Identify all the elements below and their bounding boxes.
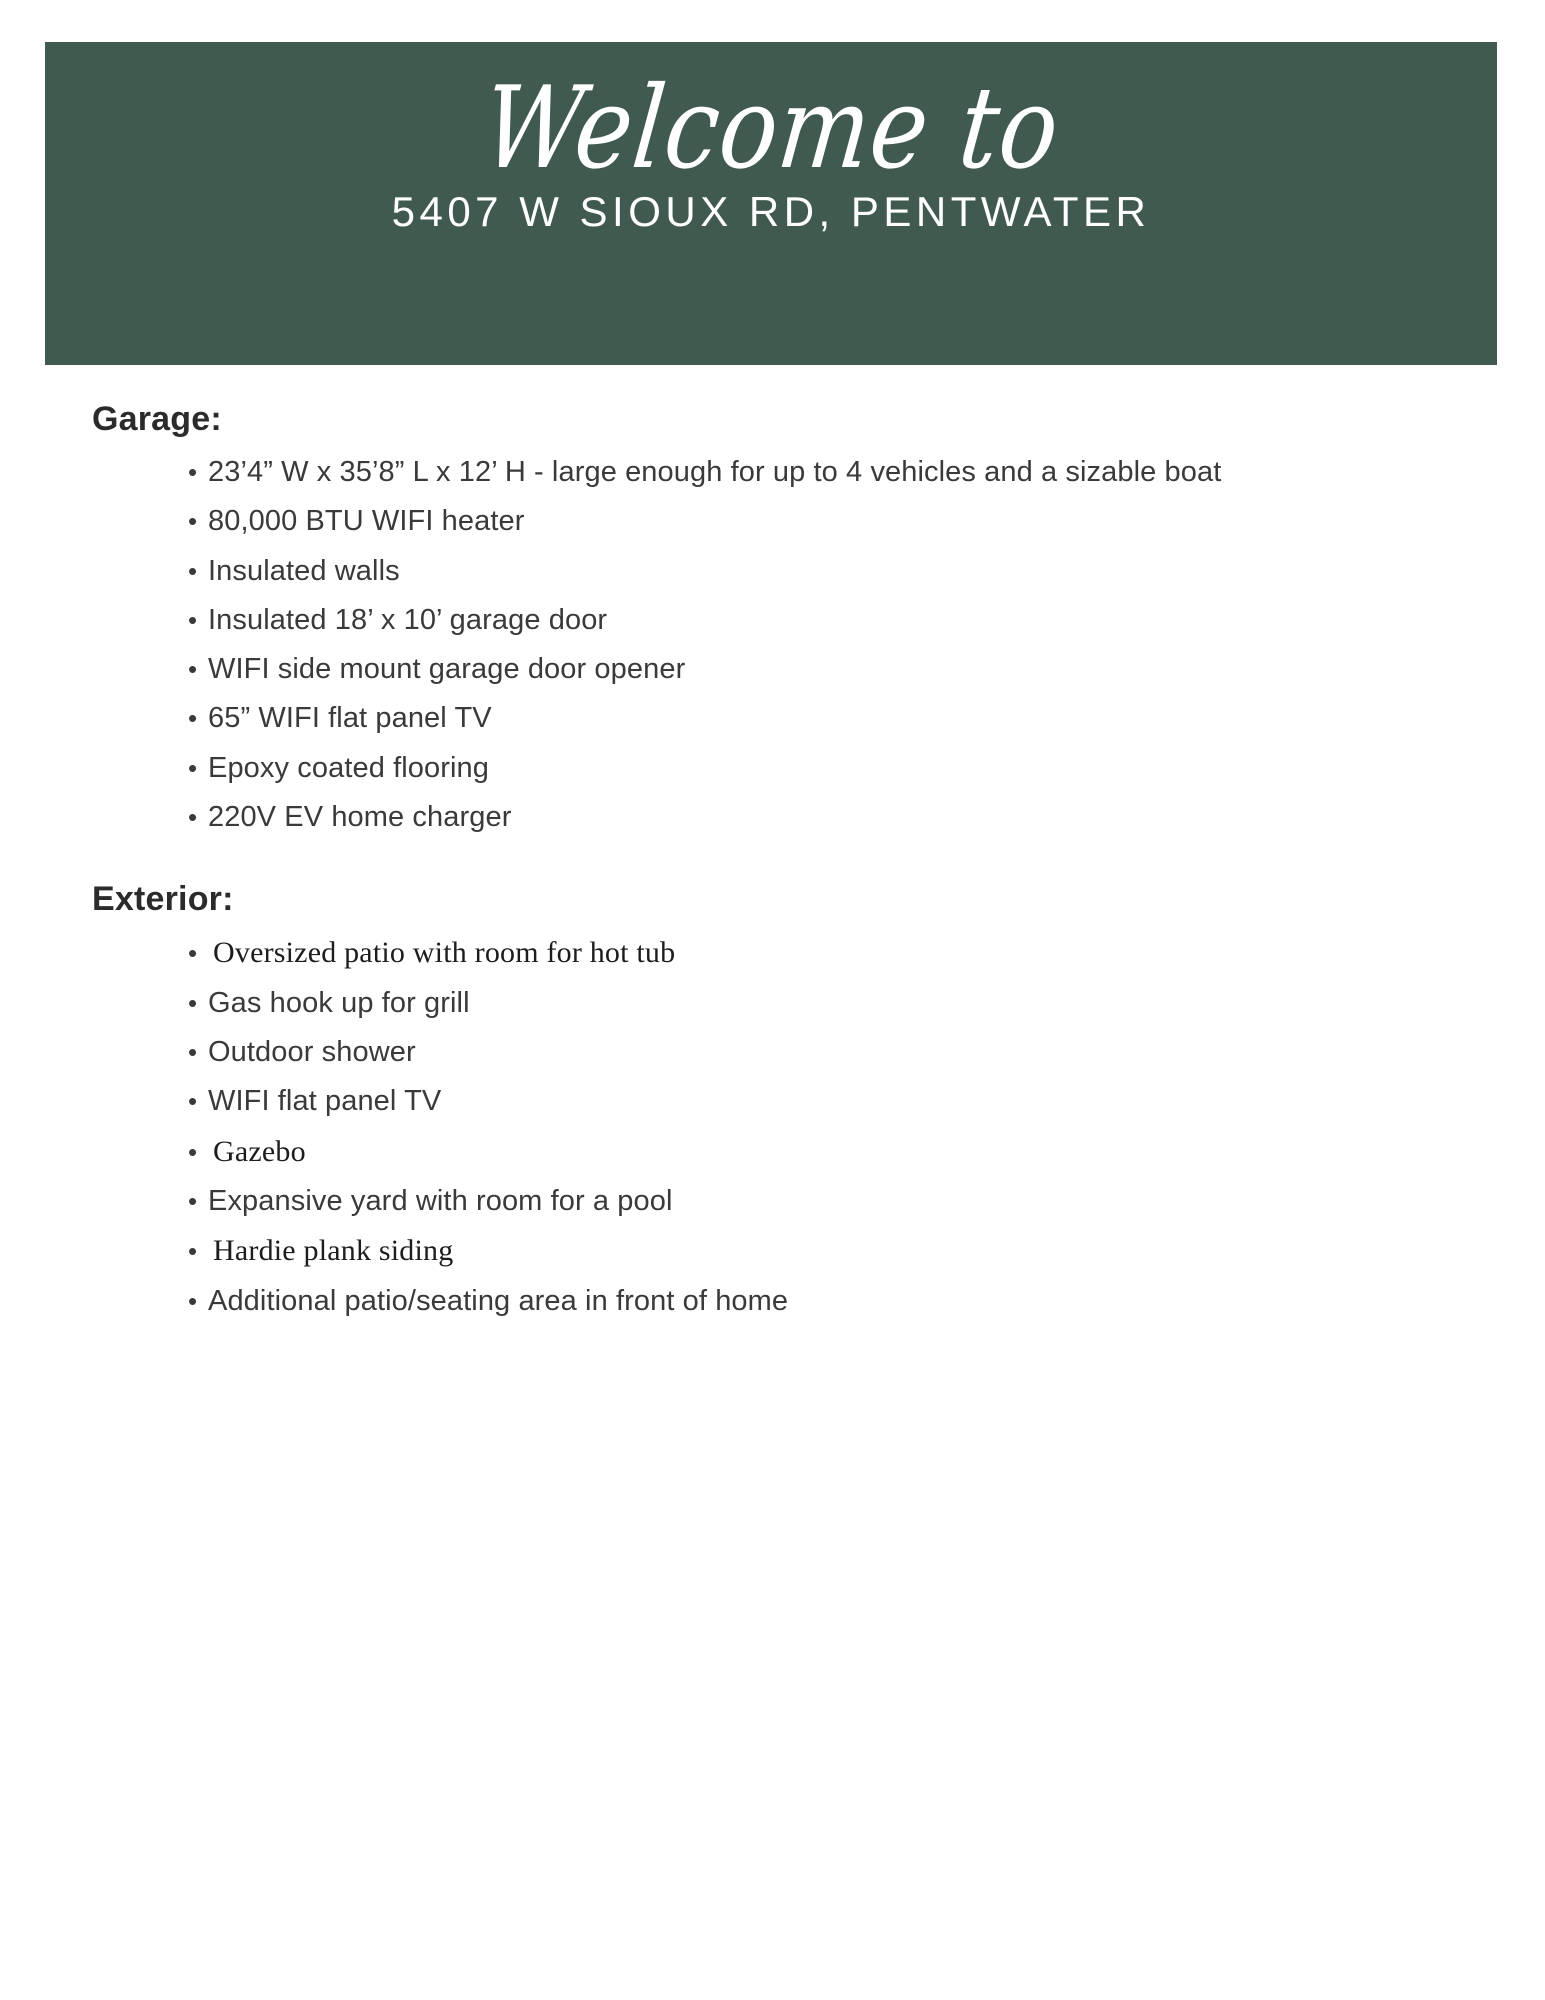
- welcome-script-title: Welcome to: [476, 61, 1066, 195]
- list-item: [188, 502, 1545, 540]
- section-heading: Garage:: [92, 400, 222, 438]
- bullet-dot-icon: •: [188, 752, 198, 783]
- list-item: [188, 453, 1545, 491]
- bullet-list: [0, 453, 1545, 836]
- bullet-dot-icon: •: [188, 938, 198, 969]
- list-item-label: Epoxy coated flooring: [208, 751, 489, 784]
- list-item: [188, 1182, 1545, 1220]
- bullet-dot-icon: •: [188, 506, 198, 537]
- bullet-dot-icon: •: [188, 1236, 198, 1267]
- banner-content: [45, 42, 1497, 365]
- section-heading: Exterior:: [92, 880, 234, 919]
- bullet-dot-icon: •: [188, 1136, 198, 1167]
- list-item: [188, 1082, 1545, 1120]
- bullet-dot-icon: •: [188, 654, 198, 685]
- list-item: [188, 1231, 1545, 1271]
- bullet-list: [0, 933, 1545, 1320]
- list-item-label: Gas hook up for grill: [208, 986, 470, 1019]
- document-body: [0, 400, 1545, 1364]
- property-address: 5407 W SIOUX RD, PENTWATER: [391, 187, 1151, 235]
- list-item: [188, 1282, 1545, 1320]
- list-item-label: Expansive yard with room for a pool: [208, 1185, 673, 1218]
- list-item-label: Oversized patio with room for hot tub: [213, 936, 676, 970]
- list-item: [188, 984, 1545, 1022]
- bullet-dot-icon: •: [188, 457, 198, 487]
- list-item-label: Gazebo: [213, 1134, 306, 1168]
- list-item-label: Outdoor shower: [208, 1035, 416, 1068]
- bullet-dot-icon: •: [188, 1036, 198, 1067]
- bullet-dot-icon: •: [188, 1186, 198, 1217]
- list-item-label: 65” WIFI flat panel TV: [208, 702, 492, 735]
- list-item-label: Hardie plank siding: [213, 1234, 454, 1268]
- list-item: [188, 650, 1545, 688]
- bullet-dot-icon: •: [188, 987, 198, 1018]
- list-item: [188, 749, 1545, 787]
- list-item: [188, 1132, 1545, 1172]
- list-item-label: 80,000 BTU WIFI heater: [208, 505, 525, 538]
- list-item: [188, 552, 1545, 590]
- list-item: [188, 1033, 1545, 1071]
- section-exterior: [0, 880, 1545, 1320]
- bullet-dot-icon: •: [188, 604, 198, 635]
- list-item: [188, 933, 1545, 973]
- bullet-dot-icon: •: [188, 703, 198, 734]
- list-item: [188, 601, 1545, 639]
- sections-container: [0, 400, 1545, 1320]
- list-item: [188, 798, 1545, 836]
- bullet-dot-icon: •: [188, 801, 198, 832]
- welcome-banner: [45, 42, 1497, 365]
- list-item-label: 23’4” W x 35’8” L x 12’ H - large enough for up to 4 vehicles and a sizable boat: [208, 456, 1222, 488]
- bullet-dot-icon: •: [188, 1086, 198, 1117]
- list-item-label: WIFI flat panel TV: [208, 1085, 442, 1118]
- list-item: [188, 699, 1545, 737]
- list-item-label: Insulated 18’ x 10’ garage door: [208, 603, 608, 636]
- list-item-label: WIFI side mount garage door opener: [208, 653, 686, 686]
- list-item-label: Additional patio/seating area in front of home: [208, 1284, 789, 1317]
- list-item-label: 220V EV home charger: [208, 800, 512, 833]
- section-garage: [0, 400, 1545, 836]
- bullet-dot-icon: •: [188, 555, 198, 586]
- bullet-dot-icon: •: [188, 1285, 198, 1316]
- list-item-label: Insulated walls: [208, 554, 400, 587]
